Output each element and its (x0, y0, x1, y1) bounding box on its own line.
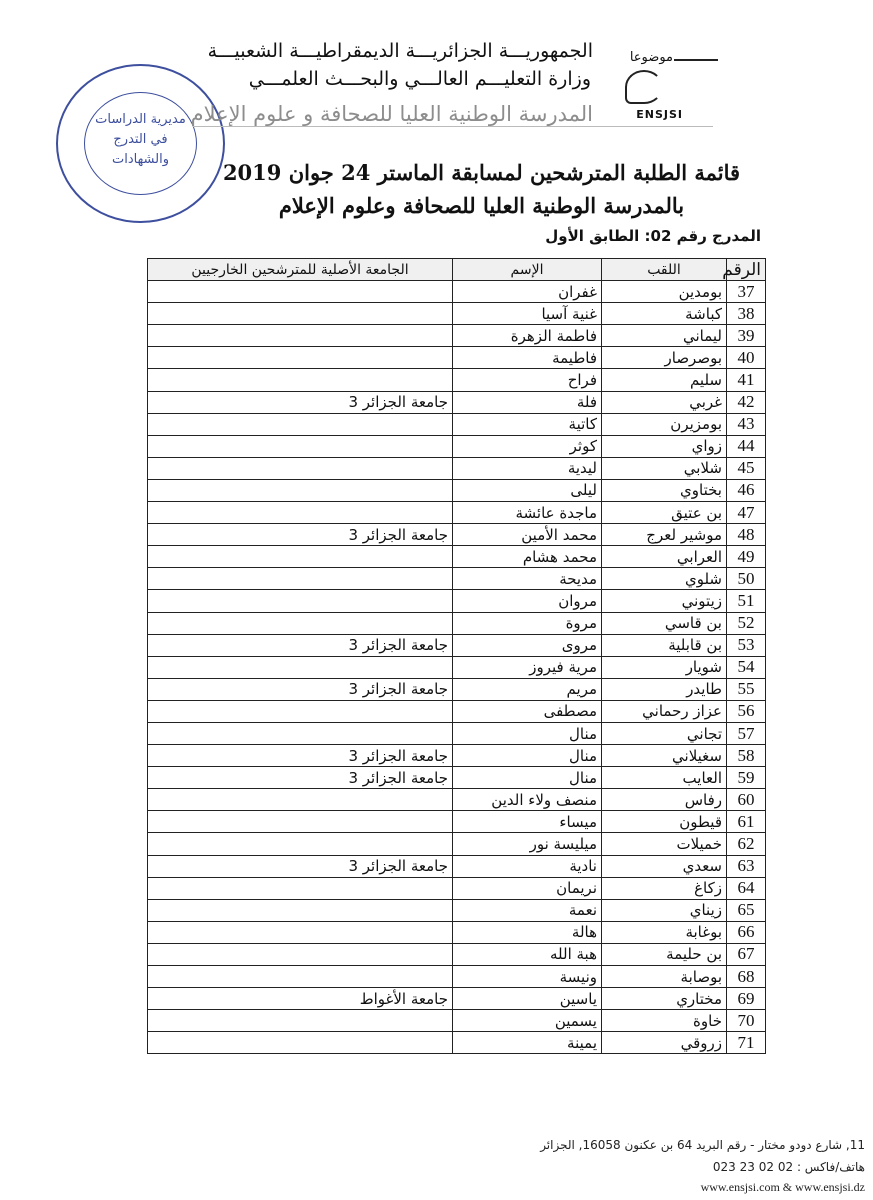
cell-last-name: زواي (602, 435, 727, 457)
cell-number: 54 (727, 656, 766, 678)
cell-university (148, 789, 453, 811)
table-row (148, 988, 766, 1010)
cell-number: 40 (727, 347, 766, 369)
table-row (148, 524, 766, 546)
cell-last-name: بن قابلية (602, 634, 727, 656)
table-row (148, 325, 766, 347)
cell-university (148, 281, 453, 303)
cell-first-name: نعمة (453, 899, 602, 921)
cell-first-name: نادية (453, 855, 602, 877)
cell-first-name: كوثر (453, 435, 602, 457)
cell-number: 59 (727, 767, 766, 789)
hall-subtitle: المدرج رقم 02: الطابق الأول (545, 227, 761, 245)
footer-web: www.ensjsi.com & www.ensjsi.dz (700, 1180, 865, 1194)
stamp-line-3: والشهادات (111, 152, 170, 167)
cell-last-name: بن حليمة (602, 943, 727, 965)
cell-university (148, 457, 453, 479)
cell-last-name: العرابي (602, 546, 727, 568)
cell-first-name: فلة (453, 391, 602, 413)
cell-first-name: ليلى (453, 479, 602, 501)
cell-last-name: سعدي (602, 855, 727, 877)
cell-university (148, 502, 453, 524)
cell-first-name: مريم (453, 678, 602, 700)
table-row (148, 568, 766, 590)
cell-number: 46 (727, 479, 766, 501)
table-row (148, 413, 766, 435)
cell-last-name: زيناي (602, 899, 727, 921)
cell-first-name: مروة (453, 612, 602, 634)
cell-last-name: العايب (602, 767, 727, 789)
document-title: قائمة الطلبة المترشحين لمسابقة الماستر 24 جوان 2019 (222, 160, 741, 185)
footer-address: 11, شارع دودو مختار - رقم البريد 64 بن عكنون 16058, الجزائر (540, 1138, 865, 1152)
table-row (148, 745, 766, 767)
cell-last-name: خميلات (602, 833, 727, 855)
cell-university (148, 833, 453, 855)
cell-last-name: غربي (602, 391, 727, 413)
cell-last-name: طايدر (602, 678, 727, 700)
table-row (148, 1032, 766, 1054)
cell-university (148, 943, 453, 965)
cell-university (148, 722, 453, 744)
cell-last-name: رفاس (602, 789, 727, 811)
cell-first-name: مروى (453, 634, 602, 656)
footer-phone: هاتف/فاكس : 02 02 23 023 (712, 1160, 865, 1174)
cell-first-name: يمينة (453, 1032, 602, 1054)
cell-first-name: فاطيمة (453, 347, 602, 369)
table-row (148, 1010, 766, 1032)
table-row (148, 590, 766, 612)
cell-first-name: غنية آسيا (453, 303, 602, 325)
letterhead-school: المدرسة الوطنية العليا للصحافة و علوم الإعلام (190, 102, 593, 126)
cell-first-name: ميليسة نور (453, 833, 602, 855)
cell-first-name: منال (453, 767, 602, 789)
cell-university (148, 1032, 453, 1054)
cell-first-name: هالة (453, 921, 602, 943)
cell-last-name: بوغابة (602, 921, 727, 943)
table-row (148, 899, 766, 921)
cell-last-name: بوصابة (602, 966, 727, 988)
table-row (148, 546, 766, 568)
cell-last-name: سغيلاني (602, 745, 727, 767)
cell-last-name: بومزيرن (602, 413, 727, 435)
cell-number: 55 (727, 678, 766, 700)
cell-university: جامعة الجزائر 3 (148, 767, 453, 789)
cell-first-name: منال (453, 722, 602, 744)
cell-first-name: كاتية (453, 413, 602, 435)
cell-university (148, 656, 453, 678)
cell-university (148, 700, 453, 722)
document-title-line-2: بالمدرسة الوطنية العليا للصحافة وعلوم الإعلام (278, 193, 685, 218)
cell-first-name: هبة الله (453, 943, 602, 965)
cell-last-name: بن قاسي (602, 612, 727, 634)
cell-first-name: محمد هشام (453, 546, 602, 568)
cell-number: 68 (727, 966, 766, 988)
cell-number: 48 (727, 524, 766, 546)
cell-number: 37 (727, 281, 766, 303)
cell-first-name: مرية فيروز (453, 656, 602, 678)
cell-last-name: عزاز رحماني (602, 700, 727, 722)
cell-number: 56 (727, 700, 766, 722)
table-row (148, 391, 766, 413)
header-first-name: الإسم (453, 259, 602, 281)
cell-number: 67 (727, 943, 766, 965)
cell-university: جامعة الجزائر 3 (148, 524, 453, 546)
cell-number: 66 (727, 921, 766, 943)
table-row (148, 678, 766, 700)
cell-number: 44 (727, 435, 766, 457)
cell-number: 57 (727, 722, 766, 744)
cell-last-name: موشير لعرج (602, 524, 727, 546)
table-header-row (148, 259, 766, 281)
cell-last-name: قيطون (602, 811, 727, 833)
cell-university (148, 1010, 453, 1032)
cell-number: 42 (727, 391, 766, 413)
cell-first-name: نريمان (453, 877, 602, 899)
cell-first-name: ونيسة (453, 966, 602, 988)
table-row (148, 479, 766, 501)
cell-university: جامعة الجزائر 3 (148, 855, 453, 877)
cell-university: جامعة الجزائر 3 (148, 391, 453, 413)
cell-last-name: كباشة (602, 303, 727, 325)
cell-number: 52 (727, 612, 766, 634)
cell-university (148, 966, 453, 988)
table-row (148, 722, 766, 744)
cell-last-name: بختاوي (602, 479, 727, 501)
cell-last-name: زيتوني (602, 590, 727, 612)
cell-first-name: مروان (453, 590, 602, 612)
cell-first-name: مصطفى (453, 700, 602, 722)
cell-university (148, 325, 453, 347)
letterhead-republic: الجمهوريـــة الجزائريـــة الديمقراطيـــة الشعبيـــة (207, 40, 593, 62)
table-row (148, 656, 766, 678)
cell-university: جامعة الجزائر 3 (148, 634, 453, 656)
cell-number: 39 (727, 325, 766, 347)
cell-university (148, 369, 453, 391)
table-row (148, 833, 766, 855)
cell-number: 41 (727, 369, 766, 391)
stamp-line-2: في التدرج (113, 132, 168, 147)
header-number: الرقم (727, 259, 766, 281)
cell-first-name: فاطمة الزهرة (453, 325, 602, 347)
cell-last-name: بوصرصار (602, 347, 727, 369)
cell-university: جامعة الجزائر 3 (148, 678, 453, 700)
cell-last-name: شلوي (602, 568, 727, 590)
table-row (148, 435, 766, 457)
cell-university (148, 921, 453, 943)
cell-university (148, 612, 453, 634)
cell-university (148, 899, 453, 921)
header-last-name: اللقب (602, 259, 727, 281)
cell-university (148, 413, 453, 435)
table-row (148, 855, 766, 877)
cell-number: 51 (727, 590, 766, 612)
table-row (148, 369, 766, 391)
cell-number: 60 (727, 789, 766, 811)
cell-university (148, 479, 453, 501)
cell-number: 49 (727, 546, 766, 568)
cell-number: 58 (727, 745, 766, 767)
cell-number: 38 (727, 303, 766, 325)
table-row (148, 789, 766, 811)
cell-university (148, 347, 453, 369)
letterhead-ministry: وزارة التعليـــم العالـــي والبحـــث العلمـــي (248, 68, 591, 90)
cell-university (148, 303, 453, 325)
cell-university: جامعة الأغواط (148, 988, 453, 1010)
cell-first-name: ماجدة عائشة (453, 502, 602, 524)
cell-last-name: تجاني (602, 722, 727, 744)
cell-last-name: شلابي (602, 457, 727, 479)
table-row (148, 966, 766, 988)
cell-last-name: ليماني (602, 325, 727, 347)
table-row (148, 921, 766, 943)
table-row (148, 811, 766, 833)
cell-last-name: مختاري (602, 988, 727, 1010)
cell-number: 53 (727, 634, 766, 656)
table-row (148, 612, 766, 634)
cell-number: 62 (727, 833, 766, 855)
cell-university (148, 568, 453, 590)
table-row (148, 347, 766, 369)
table-row (148, 457, 766, 479)
table-body (148, 281, 766, 1054)
cell-number: 64 (727, 877, 766, 899)
cell-number: 69 (727, 988, 766, 1010)
table-row (148, 634, 766, 656)
cell-last-name: شويار (602, 656, 727, 678)
cell-first-name: مديحة (453, 568, 602, 590)
cell-first-name: غفران (453, 281, 602, 303)
table-row (148, 281, 766, 303)
cell-first-name: ياسين (453, 988, 602, 1010)
cell-first-name: محمد الأمين (453, 524, 602, 546)
cell-last-name: زكاغ (602, 877, 727, 899)
cell-university (148, 435, 453, 457)
cell-number: 61 (727, 811, 766, 833)
table-row (148, 502, 766, 524)
cell-number: 65 (727, 899, 766, 921)
cell-university (148, 590, 453, 612)
header-university: الجامعة الأصلية للمترشحين الخارجيين (148, 259, 453, 281)
cell-first-name: فراح (453, 369, 602, 391)
cell-number: 45 (727, 457, 766, 479)
cell-last-name: بن عتيق (602, 502, 727, 524)
table-row (148, 943, 766, 965)
cell-last-name: بومدين (602, 281, 727, 303)
cell-university: جامعة الجزائر 3 (148, 745, 453, 767)
cell-university (148, 546, 453, 568)
stamp-line-1: مديرية الدراسات (95, 112, 186, 127)
letterhead-divider (193, 126, 713, 127)
table-row (148, 767, 766, 789)
cell-number: 47 (727, 502, 766, 524)
cell-first-name: منال (453, 745, 602, 767)
logo-brand: ENSJSI (636, 108, 683, 121)
cell-number: 50 (727, 568, 766, 590)
logo-motto: موضوعا (629, 50, 673, 65)
cell-first-name: ميساء (453, 811, 602, 833)
table-row (148, 877, 766, 899)
cell-number: 63 (727, 855, 766, 877)
cell-number: 43 (727, 413, 766, 435)
cell-number: 71 (727, 1032, 766, 1054)
candidates-table (147, 258, 766, 1054)
cell-university (148, 811, 453, 833)
cell-last-name: زروقي (602, 1032, 727, 1054)
cell-first-name: منصف ولاء الدين (453, 789, 602, 811)
cell-number: 70 (727, 1010, 766, 1032)
table-row (148, 303, 766, 325)
cell-last-name: سليم (602, 369, 727, 391)
school-logo (603, 50, 713, 125)
cell-last-name: خاوة (602, 1010, 727, 1032)
cell-first-name: يسمين (453, 1010, 602, 1032)
table-row (148, 700, 766, 722)
cell-university (148, 877, 453, 899)
cell-first-name: ليدية (453, 457, 602, 479)
logo-mark-icon (625, 70, 663, 104)
